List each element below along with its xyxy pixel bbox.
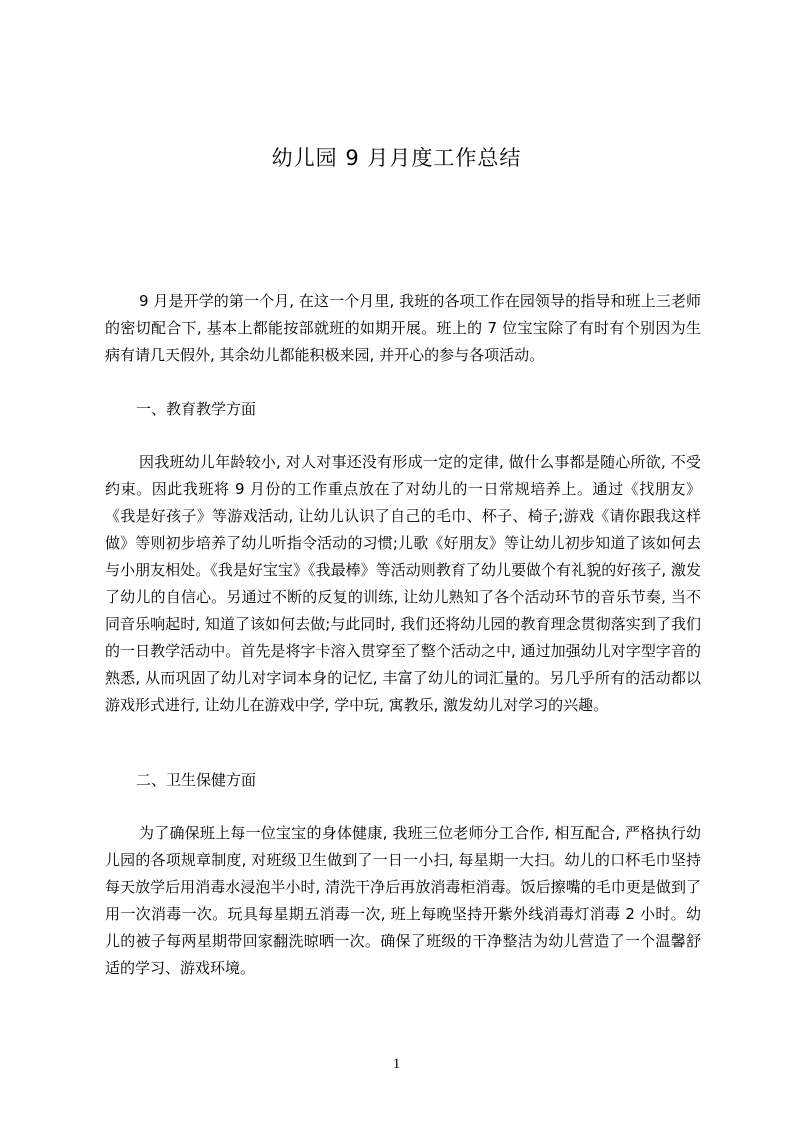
- section-heading-education: 一、教育教学方面: [136, 400, 257, 418]
- section-heading-health: 二、卫生保健方面: [136, 771, 257, 789]
- education-paragraph: 因我班幼儿年龄较小, 对人对事还没有形成一定的定律, 做什么事都是随心所欲, 不受约束。因此我班将 9 月份的工作重点放在了对幼儿的一日常规培养上。通过《找朋友》《我是好孩子》等游戏活动, 让幼儿认识了自己的毛巾、杯子、椅子;游戏《请你跟我这样做》等则初步培养了幼儿听指令活动的习惯;儿歌《好朋友》等让幼儿初步知道了该如何去与小朋友相处。《我是好宝宝》《我最棒》等活动则教育了幼儿要做个有礼貌的好孩子, 激发了幼儿的自信心。另通过不断的反复的训练, 让幼儿熟知了各个活动环节的音乐节奏, 当不同音乐响起时, 知道了该如何去做;与此同时, 我们还将幼儿园的教育理念贯彻落实到了我们的一日教学活动中。首先是将字卡溶入贯穿至了整个活动之中, 通过加强幼儿对字型字音的熟悉, 从而巩固了幼儿对字词本身的记忆, 丰富了幼儿的词汇量的。另几乎所有的活动都以游戏形式进行, 让幼儿在游戏中学, 学中玩, 寓教乐, 激发幼儿对学习的兴趣。: [105, 453, 701, 714]
- health-paragraph: 为了确保班上每一位宝宝的身体健康, 我班三位老师分工合作, 相互配合, 严格执行幼儿园的各项规章制度, 对班级卫生做到了一日一小扫, 每星期一大扫。幼儿的口杯毛巾坚持每天放学后用消毒水浸泡半小时, 清洗干净后再放消毒柜消毒。饭后擦嘴的毛巾更是做到了用一次消毒一次。玩具每星期五消毒一次, 班上每晚坚持开紫外线消毒灯消毒 2 小时。幼儿的被子每两星期带回家翻洗晾晒一次。确保了班级的干净整洁为幼儿营造了一个温馨舒适的学习、游戏环境。: [105, 824, 701, 977]
- intro-paragraph: 9 月是开学的第一个月, 在这一个月里, 我班的各项工作在园领导的指导和班上三老师的密切配合下, 基本上都能按部就班的如期开展。班上的 7 位宝宝除了有时有个别因为生病有请几天假外, 其余幼儿都能积极来园, 并开心的参与各项活动。: [105, 292, 701, 364]
- page-number: 1: [392, 1056, 401, 1072]
- page-title: 幼儿园 9 月月度工作总结: [271, 146, 522, 170]
